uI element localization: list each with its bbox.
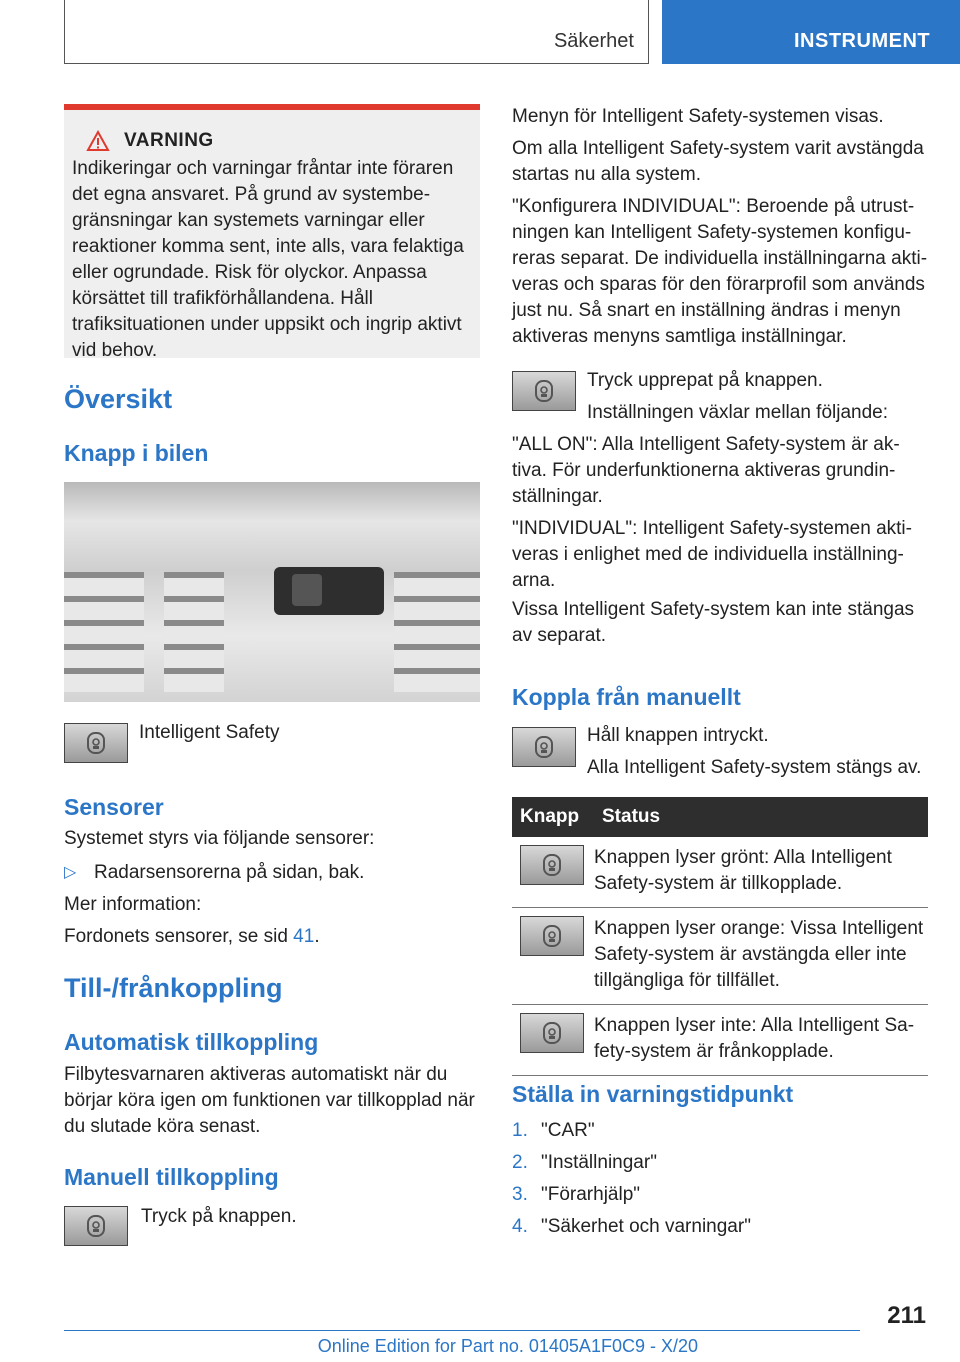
right-p1: Menyn för Intelligent Safety-systemen visas. [512, 106, 884, 127]
car-button-photo [64, 482, 480, 702]
header-section-label: Säkerhet [553, 30, 634, 52]
step-text: "CAR" [541, 1120, 595, 1141]
control-panel [274, 567, 384, 615]
manuell-text: Tryck på knappen. [141, 1206, 297, 1227]
heading-stalla-in-varningstidpunkt: Ställa in varningstidpunkt [512, 1081, 794, 1107]
warning-title-row [86, 130, 472, 152]
table-row [512, 908, 928, 1005]
individual-text: "INDIVIDUAL": Intelligent Safety-systemen aktiveras i enlighet med de individuella inställningarna. [512, 518, 912, 591]
list-item [512, 1211, 751, 1243]
intelligent-safety-button-icon [512, 371, 576, 411]
sensor-bullet [64, 860, 364, 886]
heading-knapp-i-bilen: Knapp i bilen [64, 440, 209, 466]
some-cannot-text: Vissa Intelligent Safety-system kan inte stängas av separat. [512, 599, 915, 646]
heading-manuell-tillkoppling: Manuell tillkoppling [64, 1164, 279, 1190]
toggle-text: Inställningen växlar mellan följande: [587, 402, 889, 423]
ref-page-link[interactable]: 41 [293, 926, 315, 947]
bullet-triangle-icon: ▷ [64, 864, 77, 881]
step-text: "Säkerhet och varningar" [541, 1216, 751, 1237]
intelligent-safety-button-icon [512, 727, 576, 767]
list-item [512, 1179, 751, 1211]
header-section-box [64, 0, 649, 64]
table-row [512, 837, 928, 908]
sensor-reference [64, 924, 320, 950]
page-number: 211 [887, 1302, 926, 1329]
table-cell-status: Knappen lyser inte: Alla Intelligent Safety-system är frånkopplade. [594, 1005, 928, 1076]
button-green-icon [520, 845, 584, 885]
more-info: Mer information: [64, 894, 202, 915]
step-number: 1. [512, 1120, 528, 1141]
button-off-icon [520, 1013, 584, 1053]
all-on-text: "ALL ON": Alla Intelligent Safety-system är aktiva. För underfunktionerna aktiveras grundinställningar. [512, 434, 900, 507]
warning-triangle-icon [86, 130, 110, 152]
intelligent-safety-button-icon [64, 723, 128, 763]
header-tab-instrument[interactable] [662, 0, 960, 64]
auto-text: Filbytesvarnaren aktiveras automatiskt när du börjar köra igen om funktionen var tillkopplad när du slutade köra senast. [64, 1064, 475, 1137]
intelligent-safety-photo-button [292, 574, 322, 606]
footer-edition: Online Edition for Part no. 01405A1F0C9 - X/20 [317, 1336, 698, 1356]
footer-divider [64, 1330, 860, 1331]
air-vent-left-inner [164, 572, 224, 692]
ref-end: . [314, 926, 320, 947]
status-table [512, 797, 928, 1076]
steps-list [512, 1115, 751, 1243]
warning-title: VARNING [124, 130, 214, 151]
heading-oversikt: Översikt [64, 384, 173, 414]
all-off-text: Alla Intelligent Safety-system stängs av. [587, 757, 922, 778]
list-item [512, 1147, 751, 1179]
col-header-button: Knapp [512, 797, 594, 837]
step-text: "Förarhjälp" [541, 1184, 641, 1205]
warning-body: Indikeringar och varningar fråntar inte föraren det egna ansvaret. På grund av systembegränsningar kan systemets varningar eller reaktioner komma sent, inte alls, vara felaktiga eller ogrundade. Risk för olyckor. Anpassa körsättet till trafikförhållandena. Håll trafiksituationen under uppsikt och ingrip aktivt vid behov. [72, 158, 464, 361]
right-p3: "Konfigurera INDIVIDUAL": Beroende på utrustningen kan Intelligent Safety-systemen konfigureras separat. De individuella inställningarna aktiveras och sparas för den förarprofil som används just nu. Så snart en inställning ändras i menyn aktiveras menyns samtliga inställningar. [512, 196, 928, 347]
col-header-status: Status [594, 797, 928, 837]
list-item [512, 1115, 751, 1147]
table-cell-icon [512, 908, 594, 1005]
right-p2: Om alla Intelligent Safety-system varit avstängda startas nu alla system. [512, 138, 924, 185]
table-cell-status: Knappen lyser orange: Vissa Intelligent Safety-system är avstängda eller inte tillgängliga för tillfället. [594, 908, 928, 1005]
intelligent-safety-button-icon [64, 1206, 128, 1246]
table-row [512, 1005, 928, 1076]
step-number: 2. [512, 1152, 528, 1173]
ref-text: Fordonets sensorer, se sid [64, 926, 294, 947]
header-tab-label: INSTRUMENT [794, 30, 931, 52]
heading-koppla-fran-manuellt: Koppla från manuellt [512, 684, 741, 710]
press-repeat: Tryck upprepat på knappen. [587, 370, 823, 391]
table-header-row [512, 797, 928, 837]
air-vent-left [64, 572, 144, 692]
button-caption: Intelligent Safety [139, 722, 280, 743]
heading-sensorer: Sensorer [64, 794, 164, 820]
step-number: 3. [512, 1184, 528, 1205]
heading-automatisk-tillkoppling: Automatisk tillkoppling [64, 1029, 319, 1055]
sensor-bullet-text: Radarsensorerna på sidan, bak. [94, 862, 365, 883]
hold-text: Håll knappen intryckt. [587, 725, 769, 746]
table-cell-icon [512, 837, 594, 908]
warning-box [64, 104, 480, 361]
sensor-intro: Systemet styrs via följande sensorer: [64, 828, 375, 849]
button-orange-icon [520, 916, 584, 956]
table-cell-icon [512, 1005, 594, 1076]
step-text: "Inställningar" [541, 1152, 657, 1173]
table-cell-status: Knappen lyser grönt: Alla Intelligent Safety-system är tillkopplade. [594, 837, 928, 908]
heading-till-frankoppling: Till-/frånkoppling [64, 973, 283, 1003]
air-vent-right [394, 572, 480, 692]
step-number: 4. [512, 1216, 528, 1237]
